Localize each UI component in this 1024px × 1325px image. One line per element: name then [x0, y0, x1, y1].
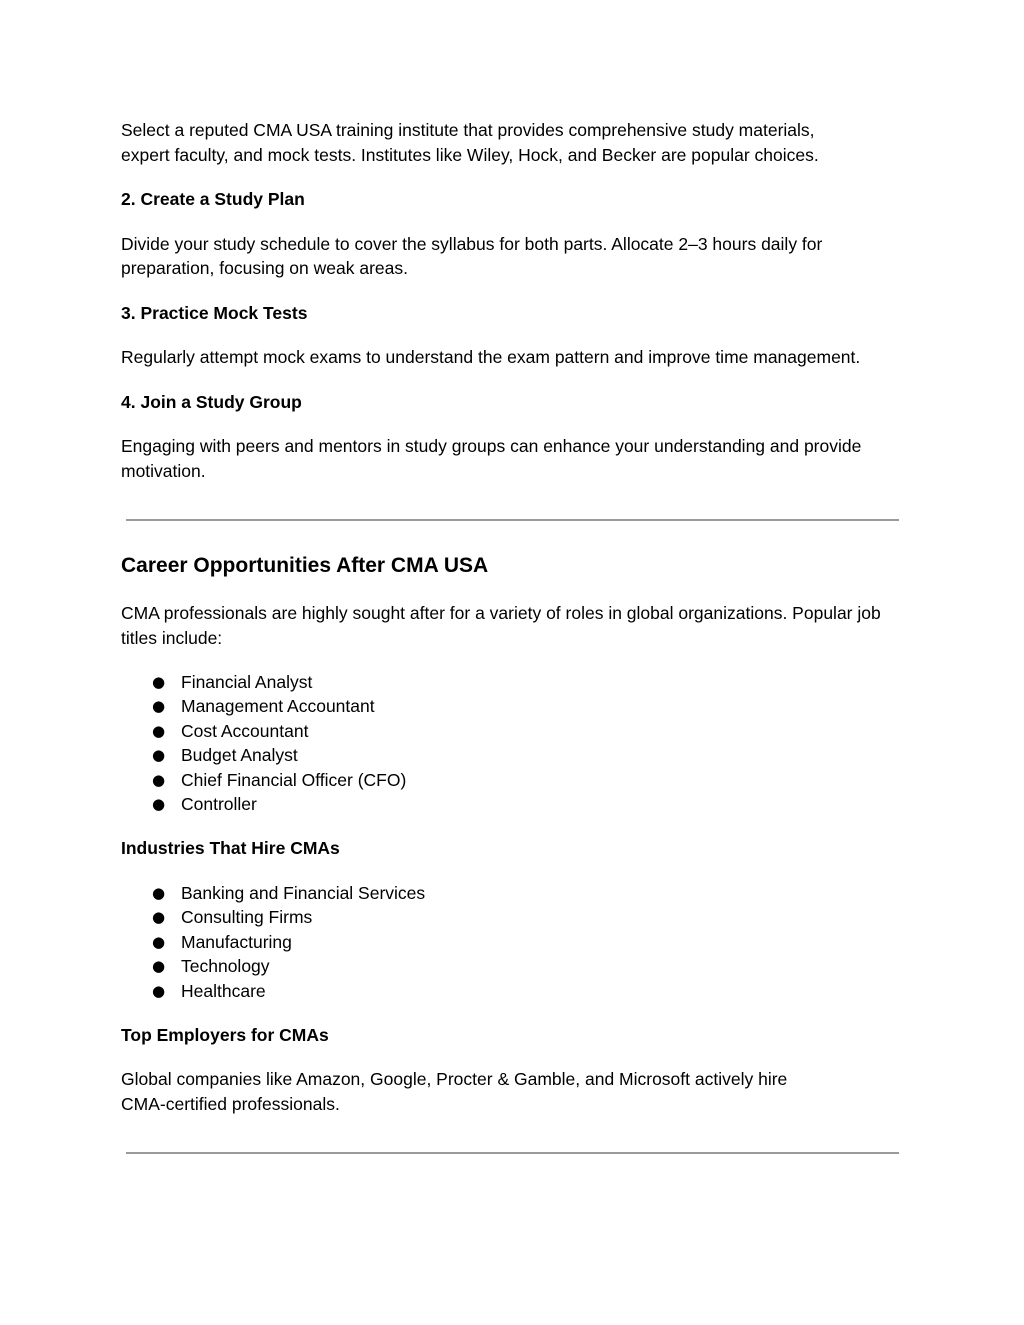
list-item: ● Management Accountant [121, 694, 906, 718]
list-item: ● Financial Analyst [121, 670, 906, 694]
industries-heading: Industries That Hire CMAs [121, 838, 340, 859]
list-item: ● Healthcare [121, 979, 906, 1003]
list-item: ● Budget Analyst [121, 743, 906, 767]
industries-list [121, 881, 906, 1003]
career-intro-paragraph: CMA professionals are highly sought after for a variety of roles in global organizations. Popular job titles include: [121, 603, 881, 648]
employers-heading: Top Employers for CMAs [121, 1024, 329, 1045]
section-divider [126, 519, 899, 521]
document-page [121, 118, 906, 1154]
step-text-join-study-group: Engaging with peers and mentors in study groups can enhance your understanding and provide motivation. [121, 436, 862, 481]
job-titles-list [121, 670, 906, 816]
intro-paragraph: Select a reputed CMA USA training institute that provides comprehensive study materials, expert faculty, and mock tests. Institutes like Wiley, Hock, and Becker are popular choices. [121, 120, 819, 165]
list-item: ● Cost Accountant [121, 719, 906, 743]
step-text-practice-mock-tests: Regularly attempt mock exams to understand the exam pattern and improve time management. [121, 347, 861, 367]
employers-paragraph: Global companies like Amazon, Google, Procter & Gamble, and Microsoft actively hire CMA-certified professionals. [121, 1069, 788, 1114]
list-item: ● Controller [121, 792, 906, 816]
list-item: ● Consulting Firms [121, 905, 906, 929]
step-text-create-study-plan: Divide your study schedule to cover the syllabus for both parts. Allocate 2–3 hours daily for preparation, focusing on weak areas. [121, 233, 823, 278]
career-section-title: Career Opportunities After CMA USA [121, 554, 489, 577]
step-heading-join-study-group: 4. Join a Study Group [121, 391, 302, 412]
list-item: ● Banking and Financial Services [121, 881, 906, 905]
list-item: ● Manufacturing [121, 930, 906, 954]
step-heading-practice-mock-tests: 3. Practice Mock Tests [121, 302, 308, 323]
list-item: ● Technology [121, 954, 906, 978]
list-item: ● Chief Financial Officer (CFO) [121, 768, 906, 792]
step-heading-create-study-plan: 2. Create a Study Plan [121, 189, 305, 209]
section-divider [126, 1152, 899, 1154]
